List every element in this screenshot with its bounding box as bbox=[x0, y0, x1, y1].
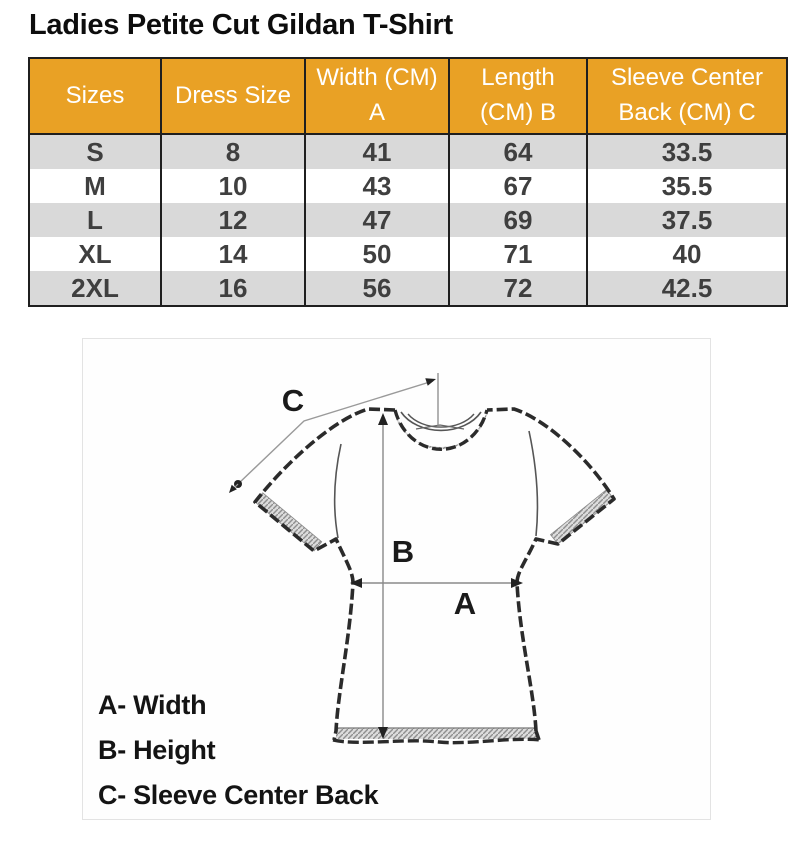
cell-dress: 10 bbox=[161, 169, 305, 203]
label-a: A bbox=[453, 586, 477, 621]
tshirt-left-armhole-seam bbox=[335, 444, 341, 538]
label-b: B bbox=[391, 534, 415, 569]
cell-length: 67 bbox=[449, 169, 587, 203]
table-row bbox=[29, 237, 787, 271]
cell-size: S bbox=[86, 137, 104, 167]
cell-dress: 8 bbox=[161, 134, 305, 169]
cell-dress: 14 bbox=[161, 237, 305, 271]
cell-width: 50 bbox=[305, 237, 449, 271]
table-row bbox=[29, 134, 787, 169]
cell-sleeve: 42.5 bbox=[587, 271, 787, 306]
table-row bbox=[29, 169, 787, 203]
cell-size: 2XL bbox=[71, 273, 119, 303]
size-table bbox=[28, 57, 788, 307]
cell-width: 41 bbox=[305, 134, 449, 169]
measurement-diagram bbox=[82, 338, 711, 820]
cell-size: XL bbox=[78, 239, 112, 269]
cell-width: 56 bbox=[305, 271, 449, 306]
cell-width: 47 bbox=[305, 203, 449, 237]
cell-sleeve: 33.5 bbox=[587, 134, 787, 169]
cell-length: 69 bbox=[449, 203, 587, 237]
header-dress-size: Dress Size bbox=[161, 58, 305, 134]
measurement-legend bbox=[98, 683, 378, 818]
measure-arrow-c-top bbox=[425, 378, 436, 386]
cell-dress: 16 bbox=[161, 271, 305, 306]
header-sleeve-center-back: Sleeve Center Back (CM) C bbox=[587, 58, 787, 134]
page-title: Ladies Petite Cut Gildan T-Shirt bbox=[29, 9, 453, 41]
cell-size: M bbox=[84, 171, 106, 201]
legend-item-height: B- Height bbox=[98, 735, 216, 765]
cell-length: 71 bbox=[449, 237, 587, 271]
cell-width: 43 bbox=[305, 169, 449, 203]
cell-length: 64 bbox=[449, 134, 587, 169]
cell-sleeve: 37.5 bbox=[587, 203, 787, 237]
legend-item-width: A- Width bbox=[98, 690, 207, 720]
cell-dress: 12 bbox=[161, 203, 305, 237]
header-length: Length (CM) B bbox=[449, 58, 587, 134]
tshirt-left-cuff-band bbox=[255, 493, 322, 551]
measure-arrow-b-top bbox=[378, 413, 388, 425]
label-c: C bbox=[281, 383, 305, 418]
legend-item-sleeve: C- Sleeve Center Back bbox=[98, 780, 379, 810]
cell-size: L bbox=[87, 205, 103, 235]
header-width: Width (CM) A bbox=[305, 58, 449, 134]
table-row bbox=[29, 271, 787, 306]
cell-sleeve: 40 bbox=[587, 237, 787, 271]
measure-line-c bbox=[238, 381, 433, 484]
table-row bbox=[29, 203, 787, 237]
cell-sleeve: 35.5 bbox=[587, 169, 787, 203]
tshirt-right-cuff-band bbox=[551, 490, 615, 544]
size-table-header-row bbox=[29, 58, 787, 134]
cell-length: 72 bbox=[449, 271, 587, 306]
tshirt-right-armhole-seam bbox=[529, 431, 537, 536]
header-sizes: Sizes bbox=[29, 58, 161, 134]
